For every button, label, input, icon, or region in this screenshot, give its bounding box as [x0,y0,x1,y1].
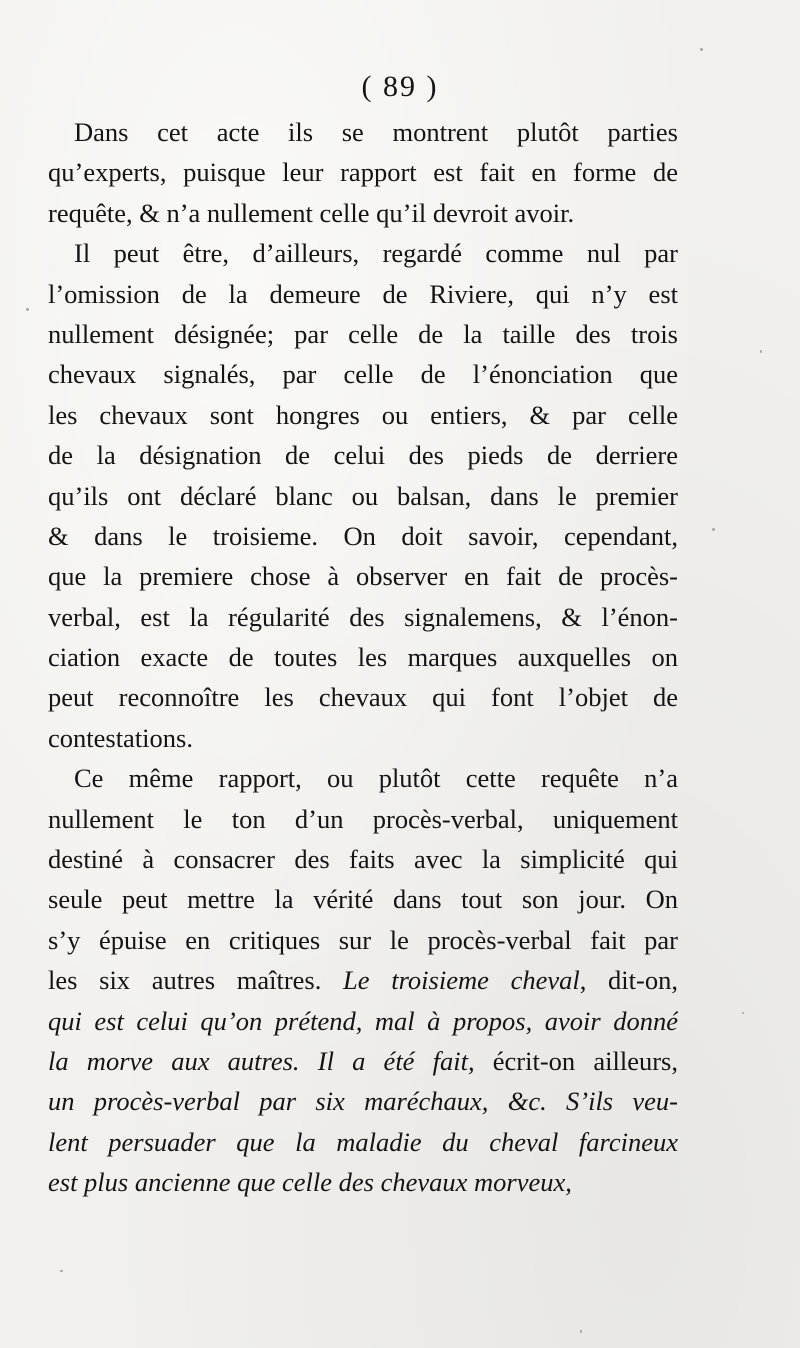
text-line [48,718,678,758]
text-line [48,879,678,919]
italic-text: lent persuader que la maladie du cheval farcineux [48,1126,678,1157]
text-fragment: l’omission de la demeure de Riviere, qui n’y est [48,278,678,309]
text-line [48,960,678,1000]
text-fragment: peut reconnoître les chevaux qui font l’objet de [48,682,678,713]
text-line [48,193,678,233]
text-line [48,920,678,960]
paper-speck [760,350,762,353]
text-fragment: contestations. [48,722,193,753]
text-fragment: s’y épuise en critiques sur le procès-verbal fait par [48,924,678,955]
text-fragment: & dans le troisieme. On doit savoir, cependant, [48,520,678,551]
body-text [48,112,678,1203]
text-fragment: nullement désignée; par celle de la taille des trois [48,318,678,349]
paper-speck [60,1270,63,1272]
text-line [48,1122,678,1162]
page-number: ( 89 ) [361,70,439,103]
text-fragment: les chevaux sont hongres ou entiers, & par celle [48,399,678,430]
italic-text: un procès-verbal par six maréchaux, &c. S’ils veu- [48,1086,678,1117]
text-line [48,597,678,637]
text-line [48,637,678,677]
text-line [48,516,678,556]
paragraph [48,112,678,233]
text-fragment: les six autres maîtres. [48,965,344,996]
text-fragment: qu’experts, puisque leur rapport est fait en forme de [48,157,678,188]
text-line [48,1001,678,1041]
paper-speck [742,1012,744,1014]
text-line [48,1041,678,1081]
text-line [48,395,678,435]
text-line [48,799,678,839]
paper-speck [580,1330,582,1333]
text-fragment: Dans cet acte ils se montrent plutôt parties [74,117,678,147]
text-fragment: Ce même rapport, ou plutôt cette requête n’a [74,763,678,794]
text-fragment: que la premiere chose à observer en fait de procès- [48,561,678,592]
paper-speck [712,528,715,531]
paper-speck [26,308,29,311]
text-line [48,1162,678,1202]
text-fragment: seule peut mettre la vérité dans tout son jour. On [48,884,678,915]
text-line [48,476,678,516]
italic-text: Le troisieme cheval [343,965,580,996]
text-fragment: qu’ils ont déclaré blanc ou balsan, dans le premier [48,480,678,511]
text-line [48,435,678,475]
text-line [48,1081,678,1121]
text-fragment: de la désignation de celui des pieds de derriere [48,440,678,471]
text-line [48,152,678,192]
italic-text: qui est celui qu’on prétend, mal à propos, avoir donné [48,1005,678,1036]
text-line [48,274,678,314]
text-fragment: destiné à consacrer des faits avec la simplicité qui [48,844,678,875]
text-fragment: requête, & n’a nullement celle qu’il devroit avoir. [48,197,575,228]
italic-text: est plus ancienne que celle des chevaux morveux, [48,1167,572,1198]
italic-text: la morve aux autres. Il a été fait, [48,1045,475,1076]
paragraph [48,758,678,1202]
text-fragment: chevaux signalés, par celle de l’énonciation que [48,359,678,390]
text-fragment: , dit-on, [579,965,678,996]
text-line [48,354,678,394]
text-line [48,233,678,273]
paper-speck [700,48,703,51]
paragraph [48,233,678,758]
text-line [48,314,678,354]
text-fragment: nullement le ton d’un procès-verbal, uniquement [48,803,678,834]
text-line [48,839,678,879]
text-line [48,758,678,798]
text-line [48,112,678,152]
text-fragment: Il peut être, d’ailleurs, regardé comme nul par [74,238,678,269]
text-fragment: ciation exacte de toutes les marques auxquelles on [48,642,678,673]
text-line [48,677,678,717]
text-fragment: écrit-on ailleurs, [474,1045,678,1076]
text-fragment: verbal, est la régularité des signalemens, & l’énon- [48,601,678,632]
text-line [48,556,678,596]
